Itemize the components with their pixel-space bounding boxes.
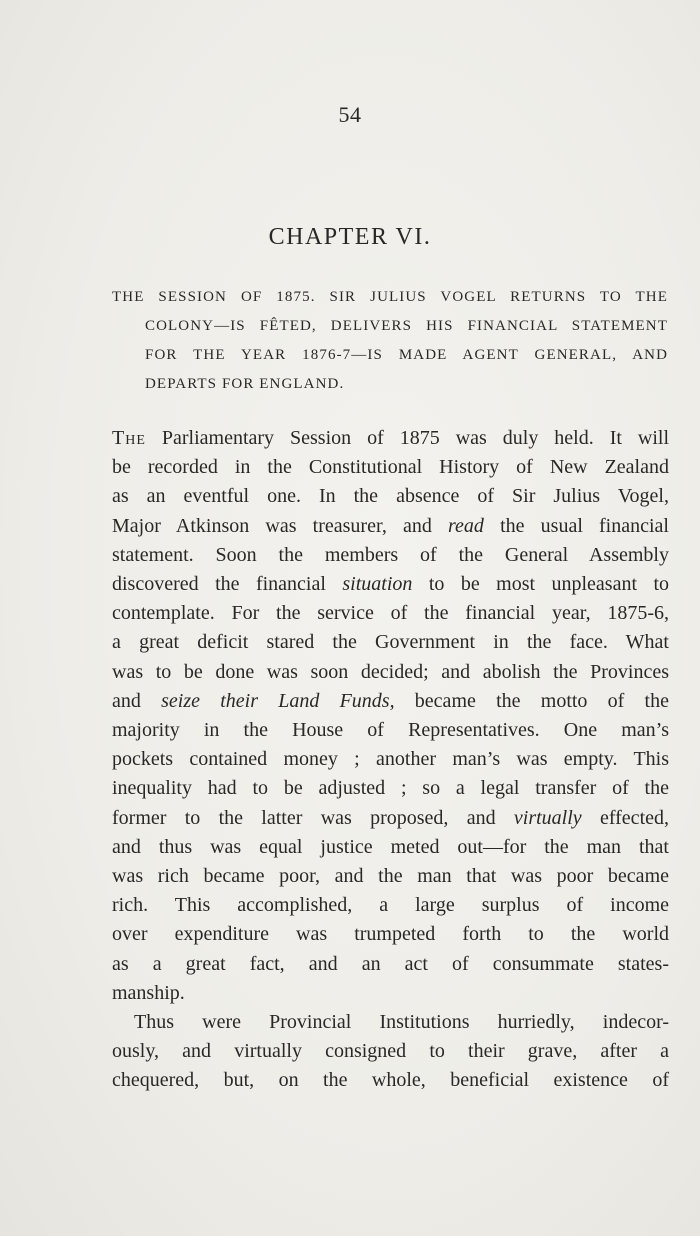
text-line: be recorded in the Constitutional History of New Zealand xyxy=(112,456,669,479)
text-line: former to the latter was proposed, and virtually effected, xyxy=(112,806,669,829)
italic-phrase: seize their Land Funds, xyxy=(161,689,395,712)
text-line: Thus were Provincial Institutions hurriedly, indecor- xyxy=(134,1011,669,1034)
synopsis-line: THE SESSION OF 1875. SIR JULIUS VOGEL RETURNS TO THE xyxy=(112,289,668,305)
chapter-synopsis xyxy=(112,283,668,399)
text-line: contemplate. For the service of the financial year, 1875-6, xyxy=(112,602,669,625)
text-line: rich. This accomplished, a large surplus of income xyxy=(112,894,669,917)
text-line: and thus was equal justice meted out—for the man that xyxy=(112,835,669,858)
text-line: as an eventful one. In the absence of Sir Julius Vogel, xyxy=(112,485,669,508)
chapter-title: CHAPTER VI. xyxy=(268,224,432,250)
dropcap-word: The xyxy=(112,427,146,449)
text-line: ously, and virtually consigned to their grave, after a xyxy=(112,1040,669,1063)
italic-word: virtually xyxy=(513,806,582,829)
synopsis-line: FOR THE YEAR 1876-7—IS MADE AGENT GENERAL, AND xyxy=(145,347,668,363)
text-line: Major Atkinson was treasurer, and read the usual financial xyxy=(112,514,669,537)
text-line: inequality had to be adjusted ; so a legal transfer of the xyxy=(112,777,669,800)
body-text xyxy=(112,424,669,1096)
text-line: and seize their Land Funds, became the motto of the xyxy=(112,689,669,712)
text-line: over expenditure was trumpeted forth to the world xyxy=(112,923,669,946)
text-line: majority in the House of Representatives. One man’s xyxy=(112,719,669,742)
text-line: The Parliamentary Session of 1875 was duly held. It will xyxy=(112,427,669,449)
synopsis-line: COLONY—IS FÊTED, DELIVERS HIS FINANCIAL STATEMENT xyxy=(145,318,668,334)
text-line: pockets contained money ; another man’s was empty. This xyxy=(112,748,669,771)
text-line: statement. Soon the members of the General Assembly xyxy=(112,543,669,566)
italic-word: read xyxy=(448,514,484,537)
synopsis-line: DEPARTS FOR ENGLAND. xyxy=(145,376,345,392)
text-line: was to be done was soon decided; and abolish the Provinces xyxy=(112,660,669,683)
text-line: was rich became poor, and the man that was poor became xyxy=(112,865,669,888)
text-line: chequered, but, on the whole, beneficial existence of xyxy=(112,1069,669,1092)
page-number: 54 xyxy=(338,102,362,127)
text-line: as a great fact, and an act of consummate states- xyxy=(112,952,669,975)
text-line: manship. xyxy=(112,981,185,1004)
text-line: discovered the financial situation to be most unpleasant to xyxy=(112,573,669,596)
italic-word: situation xyxy=(342,573,413,596)
text-line: a great deficit stared the Government in the face. What xyxy=(112,631,669,654)
